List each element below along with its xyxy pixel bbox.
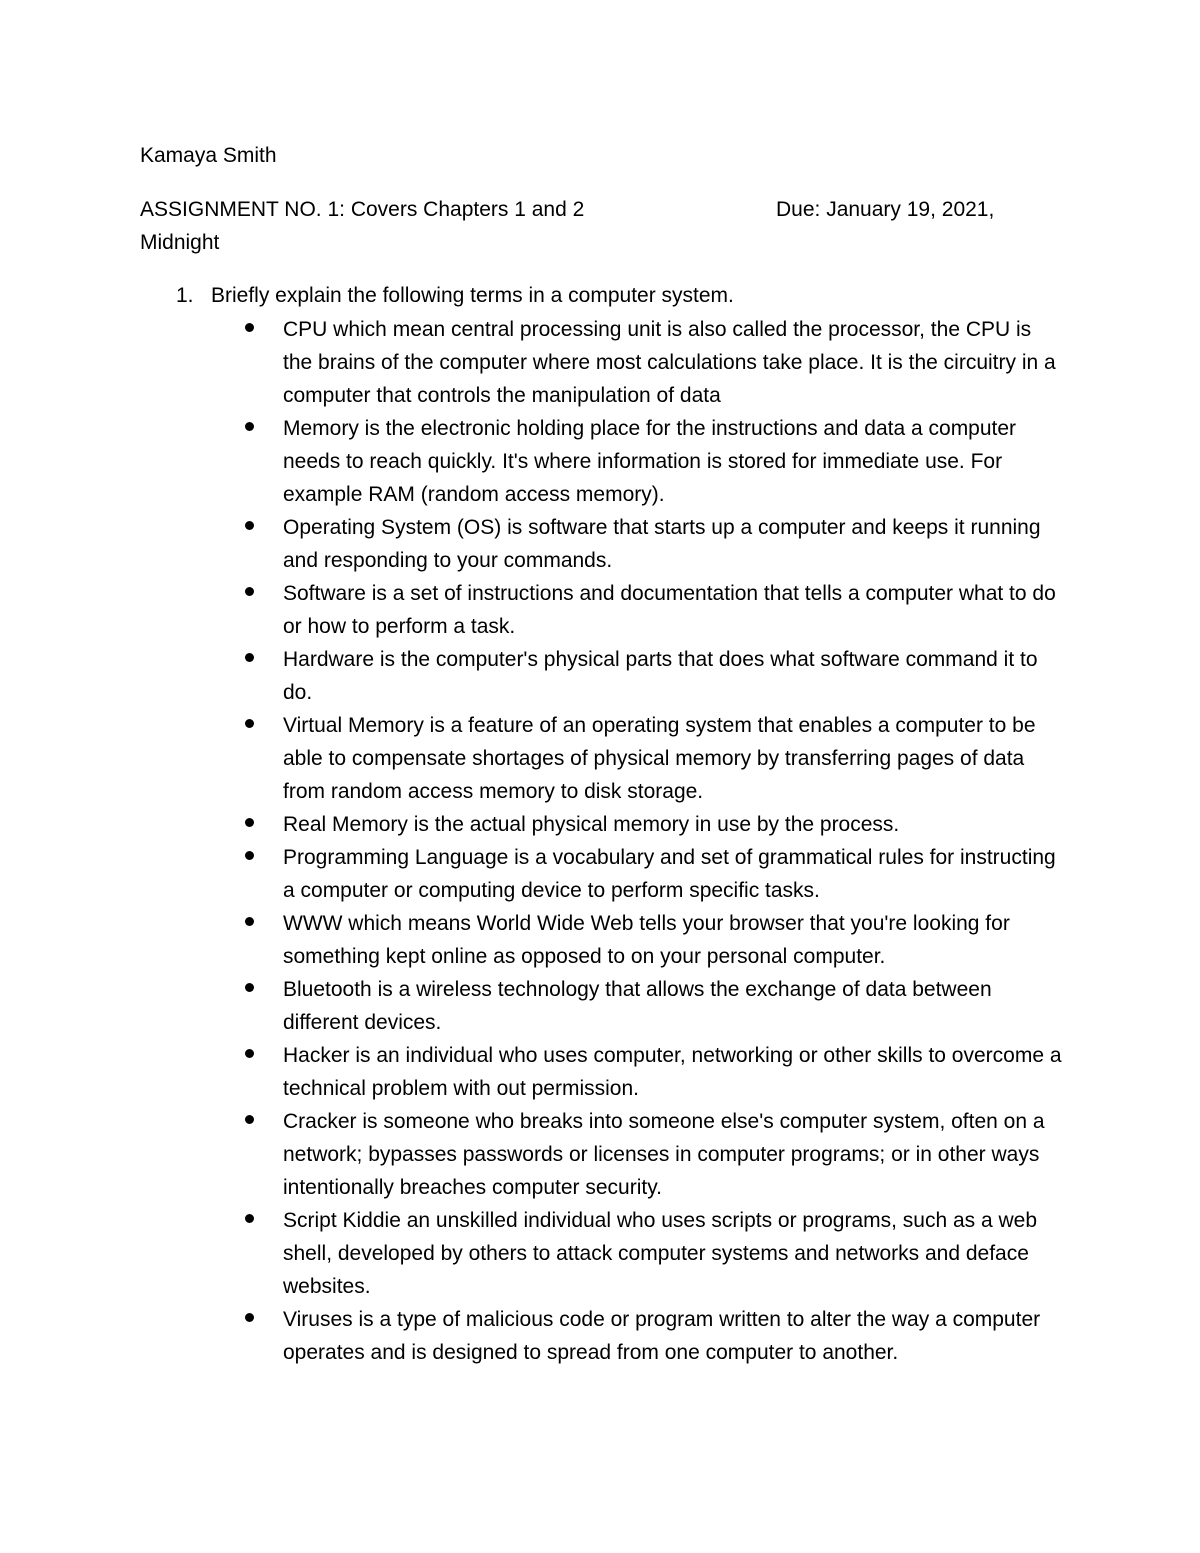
list-item	[0, 412, 1063, 511]
list-item	[0, 1105, 1063, 1204]
bullet-icon	[245, 818, 254, 827]
list-item	[0, 577, 1063, 643]
bullet-icon	[245, 851, 254, 860]
term-definition: Hacker is an individual who uses computer, networking or other skills to overcome a technical problem with out permission.	[283, 1044, 1062, 1100]
due-date: Due: January 19, 2021,	[776, 198, 995, 221]
term-definition: Hardware is the computer's physical parts that does what software command it to do.	[283, 648, 1038, 704]
bullet-icon	[245, 1115, 254, 1124]
bullet-icon	[245, 587, 254, 596]
bullet-icon	[245, 1049, 254, 1058]
list-item	[0, 907, 1063, 973]
term-definition: Memory is the electronic holding place for the instructions and data a computer needs to reach quickly. It's where information is stored for immediate use. For example RAM (random access memory).	[283, 417, 1017, 506]
list-item	[0, 511, 1063, 577]
term-definition: Operating System (OS) is software that starts up a computer and keeps it running and responding to your commands.	[283, 516, 1041, 572]
bullet-icon	[245, 422, 254, 431]
bullet-icon	[245, 521, 254, 530]
term-definition: Programming Language is a vocabulary and set of grammatical rules for instructing a computer or computing device to perform specific tasks.	[283, 846, 1056, 902]
author-name: Kamaya Smith	[140, 144, 277, 167]
term-definition: Viruses is a type of malicious code or program written to alter the way a computer operates and is designed to spread from one computer to another.	[283, 1308, 1041, 1364]
list-item	[0, 1204, 1063, 1303]
term-definition: Software is a set of instructions and documentation that tells a computer what to do or how to perform a task.	[283, 582, 1056, 638]
bullet-icon	[245, 323, 254, 332]
term-definition: Real Memory is the actual physical memory in use by the process.	[283, 813, 900, 836]
bullet-icon	[245, 917, 254, 926]
term-definition: CPU which mean central processing unit is also called the processor, the CPU is the brains of the computer where most calculations take place. It is the circuitry in a computer that controls the manipulation of data	[283, 318, 1056, 407]
list-item	[0, 1303, 1063, 1369]
assignment-header	[140, 196, 1060, 224]
list-item	[0, 973, 1063, 1039]
bullet-icon	[245, 983, 254, 992]
list-item	[0, 808, 1063, 841]
term-definition: Script Kiddie an unskilled individual who uses scripts or programs, such as a web shell, developed by others to attack computer systems and networks and deface websites.	[283, 1209, 1038, 1298]
list-item	[0, 709, 1063, 808]
term-definition: Bluetooth is a wireless technology that allows the exchange of data between different devices.	[283, 978, 992, 1034]
list-item	[0, 1039, 1063, 1105]
due-time: Midnight	[140, 231, 220, 254]
term-definition: Cracker is someone who breaks into someone else's computer system, often on a network; bypasses passwords or licenses in computer programs; or in other ways intentionally breaches computer security.	[283, 1110, 1045, 1199]
bullet-icon	[245, 1313, 254, 1322]
term-definition: Virtual Memory is a feature of an operating system that enables a computer to be able to compensate shortages of physical memory by transferring pages of data from random access memory to disk storage.	[283, 714, 1036, 803]
question-text: Briefly explain the following terms in a computer system.	[211, 284, 734, 307]
assignment-title: ASSIGNMENT NO. 1: Covers Chapters 1 and 2	[140, 198, 585, 221]
term-definition: WWW which means World Wide Web tells your browser that you're looking for something kept online as opposed to on your personal computer.	[283, 912, 1010, 968]
terms-list	[0, 313, 1200, 1369]
list-item	[0, 841, 1063, 907]
list-item	[0, 643, 1063, 709]
bullet-icon	[245, 653, 254, 662]
bullet-icon	[245, 1214, 254, 1223]
list-item	[0, 313, 1063, 412]
question-number: 1.	[176, 284, 194, 307]
bullet-icon	[245, 719, 254, 728]
